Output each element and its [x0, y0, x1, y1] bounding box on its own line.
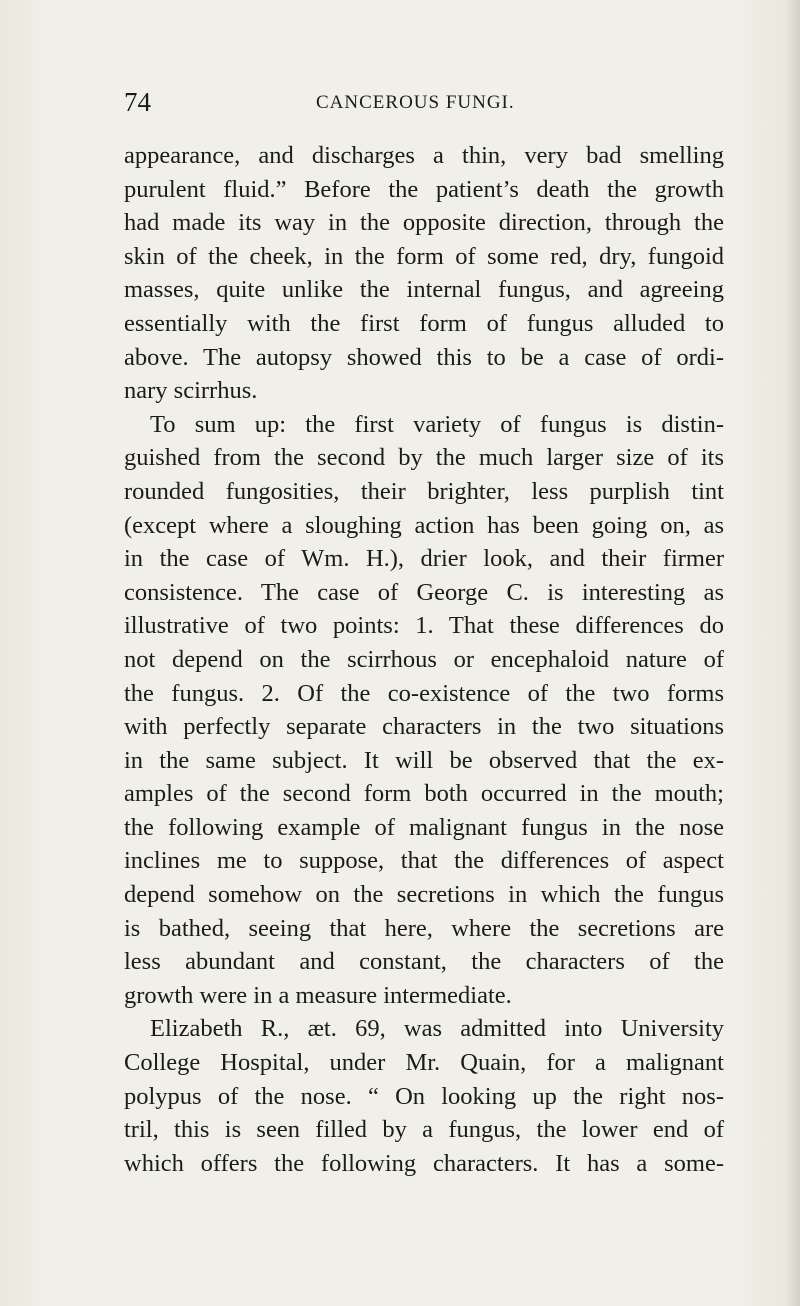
text-line: tril, this is seen filled by a fungus, the lower end of [124, 1116, 724, 1144]
text-line: with perfectly separate characters in the two situations [124, 713, 724, 741]
running-title: CANCEROUS FUNGI. [316, 92, 515, 113]
text-line: is bathed, seeing that here, where the secretions are [124, 914, 724, 942]
body-text [124, 139, 724, 1180]
text-line: the fungus. 2. Of the co-existence of the two forms [124, 679, 724, 707]
text-line: not depend on the scirrhous or encephaloid nature of [124, 645, 724, 673]
text-line: masses, quite unlike the internal fungus, and agreeing [124, 276, 724, 304]
text-line: essentially with the first form of fungus alluded to [124, 309, 724, 337]
text-line: in the same subject. It will be observed that the ex- [124, 746, 724, 774]
text-line: skin of the cheek, in the form of some red, dry, fungoid [124, 242, 724, 270]
text-line: consistence. The case of George C. is interesting as [124, 578, 724, 606]
page-number: 74 [124, 87, 151, 117]
running-head [124, 86, 744, 118]
text-line: Elizabeth R., æt. 69, was admitted into University [150, 1015, 724, 1043]
page-edge-shadow [786, 0, 800, 1306]
text-line: (except where a sloughing action has been going on, as [124, 511, 724, 539]
text-line: amples of the second form both occurred in the mouth; [124, 780, 724, 808]
text-line: To sum up: the first variety of fungus is distin- [150, 410, 724, 438]
text-line: purulent fluid.” Before the patient’s death the growth [124, 175, 724, 203]
text-line: appearance, and discharges a thin, very bad smelling [124, 142, 724, 169]
text-line: rounded fungosities, their brighter, less purplish tint [124, 477, 724, 505]
text-line: the following example of malignant fungus in the nose [124, 813, 724, 841]
text-line: above. The autopsy showed this to be a case of ordi- [124, 343, 724, 371]
text-line: guished from the second by the much larger size of its [124, 444, 724, 472]
text-line: depend somehow on the secretions in which the fungus [124, 881, 724, 909]
text-line: illustrative of two points: 1. That these differences do [124, 612, 724, 640]
text-line: which offers the following characters. It has a some- [124, 1149, 724, 1177]
text-line: nary scirrhus. [124, 377, 258, 405]
text-line: College Hospital, under Mr. Quain, for a malignant [124, 1049, 724, 1077]
text-line: inclines me to suppose, that the differences of aspect [124, 847, 724, 875]
text-line: had made its way in the opposite direction, through the [124, 209, 724, 237]
text-line: polypus of the nose. “ On looking up the right nos- [124, 1082, 724, 1110]
text-line: in the case of Wm. H.), drier look, and their firmer [124, 545, 724, 573]
text-line: less abundant and constant, the characters of the [124, 948, 724, 976]
text-line: growth were in a measure intermediate. [124, 981, 512, 1009]
